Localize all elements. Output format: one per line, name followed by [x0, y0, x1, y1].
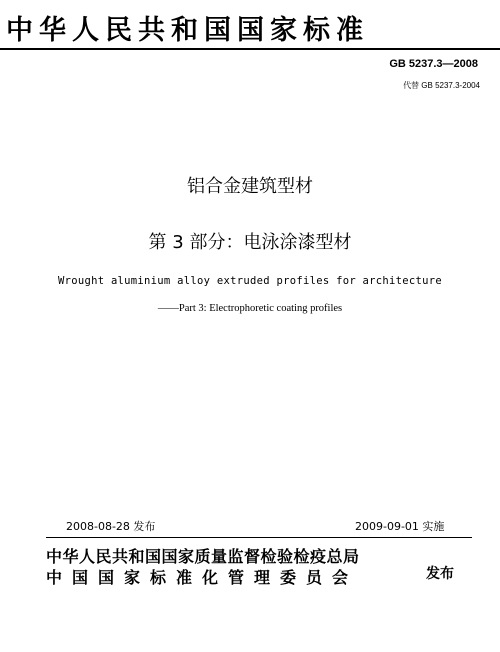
standard-number: GB 5237.3—2008	[389, 58, 478, 70]
document-subtitle-en: ——Part 3: Electrophoretic coating profiles	[157, 303, 343, 314]
publish-label: 发布	[426, 566, 454, 582]
issuer-sac: 中国国家标准化管理委员会	[46, 568, 359, 587]
replaces-note: 代替 GB 5237.3-2004	[403, 81, 480, 90]
top-rule	[0, 48, 500, 50]
issuer-aqsiq: 中华人民共和国国家质量监督检验检疫总局	[46, 547, 360, 566]
document-title-en: Wrought aluminium alloy extruded profiles for architecture	[57, 275, 443, 287]
issue-date: 2008-08-28 发布	[66, 520, 156, 533]
bottom-rule	[46, 537, 472, 538]
document-title-cn: 铝合金建筑型材	[187, 176, 313, 197]
implementation-date: 2009-09-01 实施	[355, 520, 445, 533]
standard-title: 中华人民共和国国家标准	[6, 15, 369, 46]
document-subtitle-cn: 第 3 部分：电泳涂漆型材	[148, 232, 352, 253]
